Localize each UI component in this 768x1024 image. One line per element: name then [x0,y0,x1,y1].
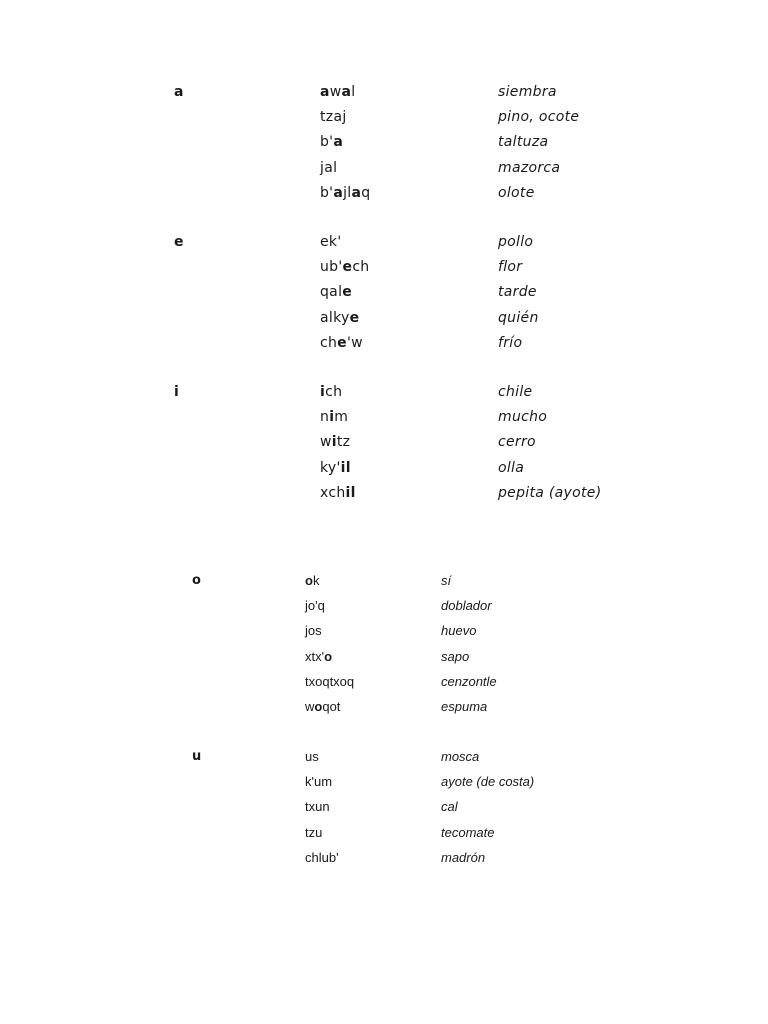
mam-word [320,185,370,201]
word-segment: m [334,409,349,426]
mam-word [305,699,340,714]
vocab-row [0,598,768,623]
word-segment: w [320,434,332,451]
word-segment: alky [320,309,350,326]
vocab-row [0,850,768,875]
word-segment: k'um [305,774,333,790]
spanish-translation: mazorca [498,159,561,176]
spanish-translation: frío [498,334,523,351]
vocab-row [0,185,768,210]
vowel-highlight: l [345,459,351,476]
word-segment: tza [320,109,343,126]
mam-word [305,674,354,689]
word-segment: k [312,573,320,588]
vocab-row [0,234,768,259]
vocab-row [0,335,768,360]
vocab-row [0,310,768,335]
spanish-translation: olla [498,459,525,476]
word-segment: w [329,84,342,100]
vowel-heading: u [192,749,202,764]
vocab-row [0,160,768,185]
spanish-translation: pepita (ayote) [498,484,602,501]
word-segment: ch [352,259,370,276]
word-segment: jl [343,184,352,201]
spanish-translation: mucho [498,409,548,426]
mam-word [320,310,359,326]
spanish-translation: ayote (de costa) [441,774,535,790]
word-segment: xtx' [305,648,325,664]
vowel-highlight: a [341,84,352,100]
vocab-row [0,825,768,850]
word-segment: w [305,699,315,714]
word-segment: ch [320,334,338,351]
vowel-highlight: i [331,434,337,451]
word-segment: ek' [320,234,342,250]
word-segment: jo'q [305,598,325,614]
vocab-row [0,573,768,598]
spanish-translation: flor [498,259,523,276]
mam-word [320,485,356,501]
word-segment: l [351,84,356,100]
mam-word [305,623,322,638]
vowel-highlight: a [333,134,344,151]
mam-word [305,850,339,865]
word-segment: n [320,409,330,426]
mam-word [305,598,325,613]
vocab-row [0,799,768,824]
spanish-translation: tecomate [441,824,495,840]
mam-word [320,259,369,275]
word-segment: chlub' [305,849,339,865]
vocab-row [0,134,768,159]
vowel-highlight: a [320,84,330,100]
word-segment: j [342,109,347,126]
vocab-row [0,84,768,109]
word-segment: xch [320,484,346,501]
mam-word [320,384,342,400]
word-segment: jal [320,159,338,176]
vocab-row [0,109,768,134]
word-segment: qal [320,284,343,301]
word-segment: tzu [305,824,323,840]
word-segment: 'w [346,334,363,351]
word-segment: us [305,749,319,764]
vowel-heading: a [174,84,184,100]
vowel-highlight: i [320,384,326,400]
word-segment: tz [336,434,351,451]
vocab-row [0,259,768,284]
spanish-translation: cerro [498,434,536,451]
word-segment: q [361,184,371,201]
word-segment: b' [320,134,334,151]
word-segment: ub' [320,259,343,276]
mam-word [305,649,332,664]
mam-word [320,234,341,250]
word-segment: ky' [320,459,341,476]
vowel-highlight: o [314,699,323,714]
word-segment: ch [325,384,343,400]
vowel-heading: e [174,234,184,250]
spanish-translation: olote [498,184,535,201]
mam-word [320,109,347,125]
mam-word [320,434,350,450]
mam-word [320,84,355,100]
spanish-translation: pollo [498,234,534,250]
spanish-translation: mosca [441,749,480,764]
vocab-row [0,749,768,774]
vocab-row [0,649,768,674]
vowel-highlight: e [342,284,353,301]
vowel-highlight: a [333,184,344,201]
word-segment: qot [322,699,341,714]
word-segment: b' [320,184,334,201]
vocab-row [0,623,768,648]
word-segment: jos [305,623,322,639]
mam-word [320,284,352,300]
spanish-translation: siembra [498,84,557,100]
mam-word [320,160,337,176]
vowel-highlight: l [350,484,356,501]
vowel-highlight: i [340,459,346,476]
mam-word [320,134,343,150]
vocab-row [0,384,768,409]
spanish-translation: taltuza [498,134,549,151]
spanish-translation: espuma [441,699,488,714]
vowel-highlight: e [337,334,347,351]
vocab-row [0,284,768,309]
mam-word [320,335,363,351]
spanish-translation: doblador [441,598,492,614]
vowel-highlight: e [349,309,360,326]
spanish-translation: sapo [441,648,470,664]
mam-word [320,460,351,476]
vocab-row [0,409,768,434]
vocab-row [0,485,768,510]
spanish-translation: huevo [441,623,477,639]
vowel-highlight: a [351,184,362,201]
mam-word [320,409,348,425]
vocab-row [0,434,768,459]
vocab-row [0,699,768,724]
vowel-highlight: o [324,648,333,664]
spanish-translation: chile [498,384,533,400]
mam-word [305,573,319,588]
word-segment: txoqtxoq [305,673,355,689]
spanish-translation: cenzontle [441,673,497,689]
spanish-translation: pino, ocote [498,109,580,126]
mam-word [305,749,319,764]
word-segment: txun [305,799,330,815]
mam-word [305,825,322,840]
spanish-translation: madrón [441,849,486,865]
vowel-heading: i [174,384,179,400]
vowel-highlight: i [345,484,351,501]
vowel-highlight: i [329,409,335,426]
mam-word [305,774,332,789]
vocab-row [0,460,768,485]
vocab-row [0,674,768,699]
spanish-translation: sí [441,573,452,588]
vowel-highlight: o [305,573,313,588]
mam-word [305,799,330,814]
vowel-heading: o [192,573,201,588]
vowel-highlight: e [342,259,353,276]
vocab-row [0,774,768,799]
spanish-translation: quién [498,309,539,326]
spanish-translation: tarde [498,284,537,301]
spanish-translation: cal [441,799,458,815]
